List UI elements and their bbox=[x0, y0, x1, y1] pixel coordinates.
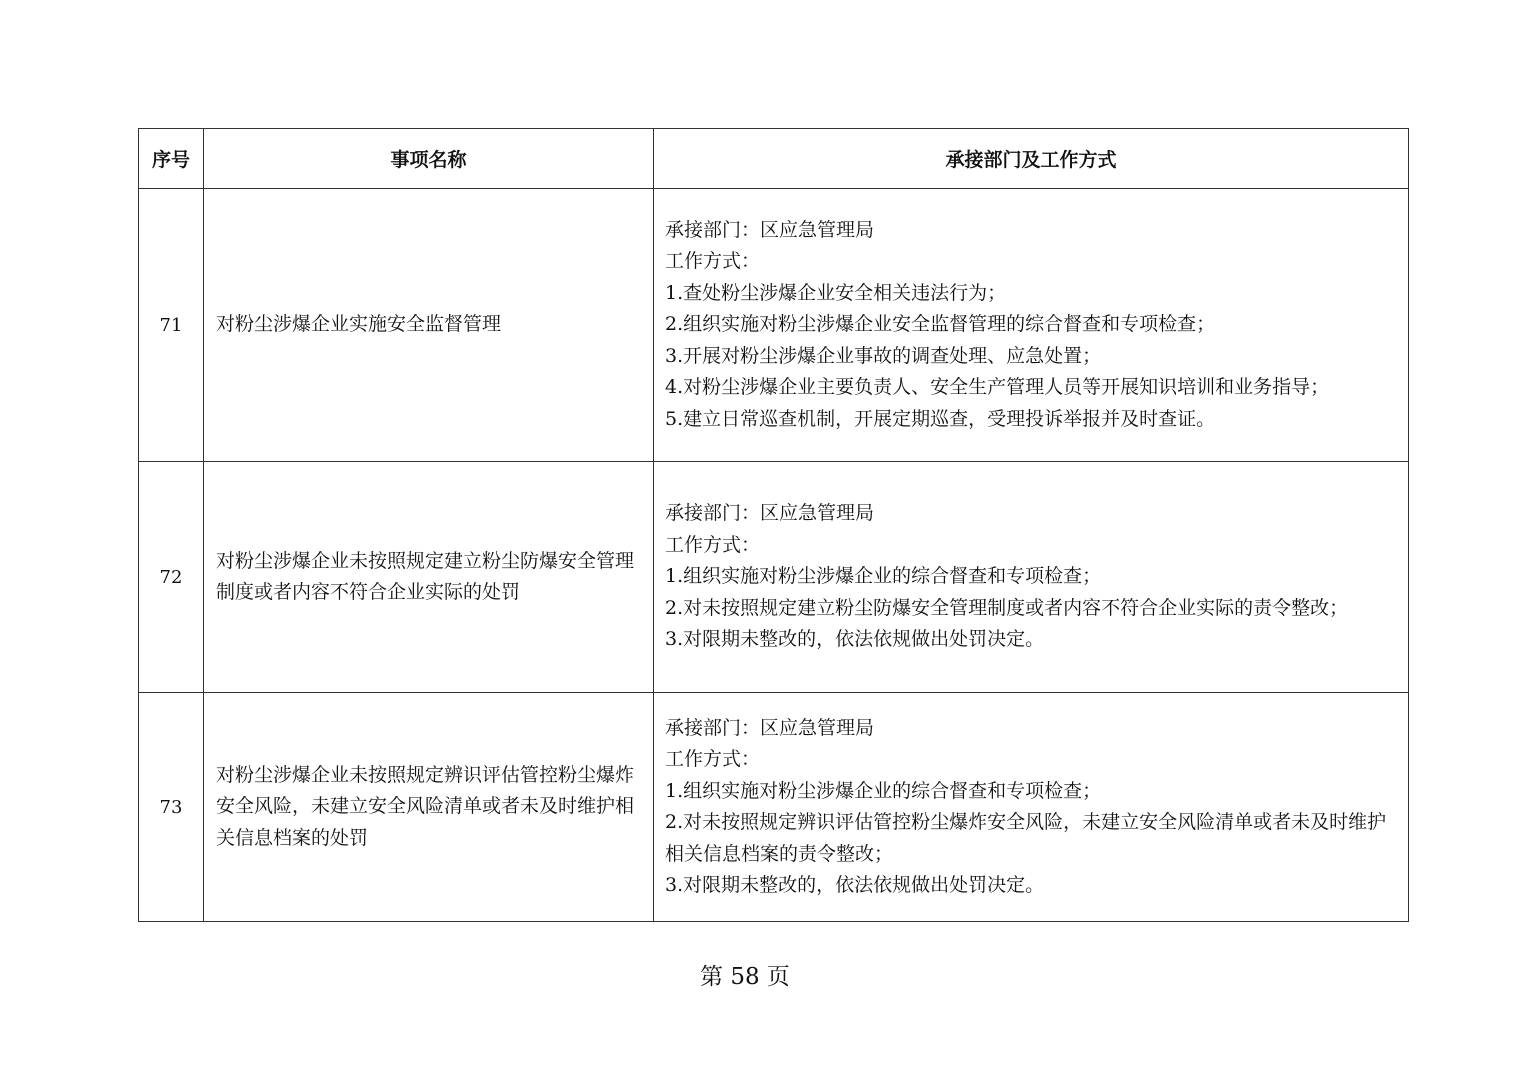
method-item: 1.组织实施对粉尘涉爆企业的综合督查和专项检查； bbox=[665, 565, 1102, 588]
method-item: 2.对未按照规定建立粉尘防爆安全管理制度或者内容不符合企业实际的责令整改； bbox=[665, 596, 1349, 619]
department-line: 承接部门：区应急管理局 bbox=[665, 218, 875, 241]
method-item: 3.开展对粉尘涉爆企业事故的调查处理、应急处置； bbox=[665, 344, 1102, 367]
table-row bbox=[139, 693, 1409, 922]
row-department-and-method bbox=[654, 189, 1409, 462]
table-row bbox=[139, 462, 1409, 693]
row-matter-name: 对粉尘涉爆企业实施安全监督管理 bbox=[204, 189, 654, 462]
table-header-row bbox=[139, 129, 1409, 189]
method-label: 工作方式： bbox=[665, 250, 761, 273]
method-item: 3.对限期未整改的，依法依规做出处罚决定。 bbox=[665, 628, 1045, 651]
page-number: 第 58 页 bbox=[700, 964, 790, 990]
method-item: 1.组织实施对粉尘涉爆企业的综合督查和专项检查； bbox=[665, 779, 1102, 802]
method-item: 2.组织实施对粉尘涉爆企业安全监督管理的综合督查和专项检查； bbox=[665, 313, 1216, 336]
row-department-and-method bbox=[654, 693, 1409, 922]
header-serial-number: 序号 bbox=[139, 129, 204, 189]
table-row bbox=[139, 189, 1409, 462]
department-line: 承接部门：区应急管理局 bbox=[665, 502, 875, 525]
row-matter-name: 对粉尘涉爆企业未按照规定辨识评估管控粉尘爆炸安全风险，未建立安全风险清单或者未及时维护相关信息档案的处罚 bbox=[204, 693, 654, 922]
header-department-and-method: 承接部门及工作方式 bbox=[654, 129, 1409, 189]
method-item: 1.查处粉尘涉爆企业安全相关违法行为； bbox=[665, 281, 1007, 304]
header-matter-name: 事项名称 bbox=[204, 129, 654, 189]
method-item: 5.建立日常巡查机制，开展定期巡查，受理投诉举报并及时查证。 bbox=[665, 407, 1216, 430]
row-department-and-method bbox=[654, 462, 1409, 693]
method-label: 工作方式： bbox=[665, 533, 761, 556]
row-matter-name: 对粉尘涉爆企业未按照规定建立粉尘防爆安全管理制度或者内容不符合企业实际的处罚 bbox=[204, 462, 654, 693]
method-item: 2.对未按照规定辨识评估管控粉尘爆炸安全风险，未建立安全风险清单或者未及时维护相关信息档案的责令整改； bbox=[665, 811, 1387, 865]
row-serial-number: 71 bbox=[139, 189, 204, 462]
department-line: 承接部门：区应急管理局 bbox=[665, 716, 875, 739]
method-label: 工作方式： bbox=[665, 748, 761, 770]
method-item: 3.对限期未整改的，依法依规做出处罚决定。 bbox=[665, 874, 1045, 896]
method-item: 4.对粉尘涉爆企业主要负责人、安全生产管理人员等开展知识培训和业务指导； bbox=[665, 376, 1330, 399]
matters-table bbox=[138, 128, 1409, 922]
row-serial-number: 72 bbox=[139, 462, 204, 693]
row-serial-number: 73 bbox=[139, 693, 204, 922]
